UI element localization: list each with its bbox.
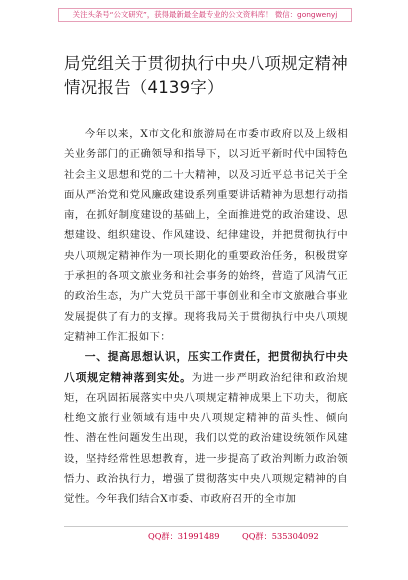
document-title: 局党组关于贯彻执行中央八项规定精神情况报告（4139字） <box>64 54 348 97</box>
section-heading: 一、提高思想认识，压实工作责任，把贯彻执行中央八项规定精神落到实处。 <box>64 350 348 384</box>
promo-banner: 关注头条号“公文研究”，获得最新最全最专业的公文资料库！ 微信：gongwenyj <box>58 8 352 22</box>
section-text: 为进一步严明政治纪律和政治规矩，在巩固拓展落实中央八项规定精神成果上下功夫，彻底杜绝文旅行业领域有违中央八项规定精神的苗头性、倾向性、潜在性问题发生出现，我们以党的政治建设统领作风建设，坚持经常性思想教育，进一步提高了政治判断力政治领悟力、政治执行力，增强了贯彻落实中央八项规定精神的自觉性。今年我们结合X市委、市政府召开的全市加 <box>64 371 348 506</box>
document-body <box>64 124 348 510</box>
paragraph-section-1 <box>64 347 348 509</box>
footer <box>64 530 348 542</box>
paragraph-intro: 今年以来，X市文化和旅游局在市委市政府以及上级相关业务部门的正确领导和指导下，以习近平新时代中国特色社会主义思想和党的二十大精神，以及习近平总书记关于全面从严治党和党风廉政建设系列重要讲话精神为思想行动指南，在抓好制度建设的基础上，全面推进党的政治建设、思想建设、组织建设、作风建设、纪律建设，并把贯彻执行中央八项规定精神作为一项长期化的重要政治任务，积极贯穿于承担的各项文旅业务和社会事务的始终，营造了风清气正的政治生态，为广大党员干部干事创业和全市文旅融合事业发展提供了有力的支撑。现将我局关于贯彻执行中央八项规定精神工作汇报如下： <box>64 128 348 343</box>
footer-qq-group-1: QQ群：31991489 <box>148 531 220 541</box>
footer-divider <box>64 526 348 527</box>
footer-qq-group-2: QQ群：535304092 <box>242 531 319 541</box>
